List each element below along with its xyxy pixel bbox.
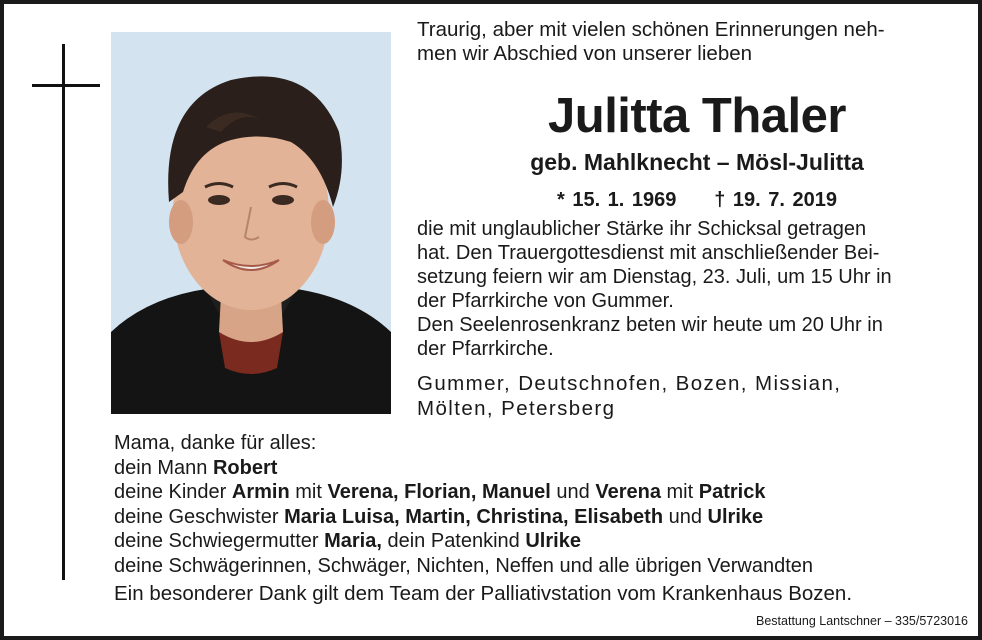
family-label: und [663,505,708,528]
cross-icon-bar [32,84,100,87]
family-label: dein Mann [114,456,213,479]
family-name: Ulrike [707,505,764,528]
birth-date: * 15. 1. 1969 [556,189,677,211]
family-name: Maria, [324,530,382,552]
family-label: deine Kinder [114,481,232,503]
family-label: deine Geschwister [114,505,285,528]
body-line: hat. Den Trauergottesdienst mit anschließender Bei- [417,242,880,264]
family-label: mit [660,481,699,503]
family-list [114,431,813,578]
intro-text [417,18,885,66]
family-name: Verena [595,481,661,503]
birth-names: geb. Mahlknecht – Mösl-Julitta [530,149,864,175]
family-label: mit [289,481,328,503]
family-name: Maria Luisa, Martin, Christina, Elisabeth [284,505,664,528]
body-line: der Pfarrkirche. [417,338,554,360]
family-label: deine Schwiegermutter [114,530,325,552]
family-opening: Mama, danke für alles: [114,432,317,454]
thanks-text: Ein besonderer Dank gilt dem Team der Palliativstation vom Krankenhaus Bozen. [114,582,853,605]
family-name: Ulrike [525,530,581,552]
family-line-mother-in-law [114,529,813,554]
cross-icon [62,44,65,580]
body-line: der Pfarrkirche von Gummer. [417,290,674,312]
family-name: Verena, Florian, Manuel [327,481,551,503]
deceased-name: Julitta Thaler [548,89,846,143]
family-line-husband [114,456,813,481]
family-name: Robert [212,456,278,479]
family-line-siblings [114,505,813,530]
body-line: setzung feiern wir am Dienstag, 23. Juli, um 15 Uhr in [417,266,892,288]
family-name: Armin [231,481,290,503]
body-line: Den Seelenrosenkranz beten wir heute um 20 Uhr in [417,314,883,336]
intro-line: men wir Abschied von unserer lieben [417,42,753,65]
portrait-photo [111,32,391,414]
intro-line: Traurig, aber mit vielen schönen Erinnerungen neh- [417,18,885,41]
life-dates [417,189,977,212]
obituary-card [4,4,978,636]
places-line: Gummer, Deutschnofen, Bozen, Missian, [417,372,842,395]
family-label: dein Patenkind [381,530,526,552]
family-name: Patrick [698,481,766,503]
places-text [417,371,841,421]
death-date: † 19. 7. 2019 [714,189,837,211]
places-line: Mölten, Petersberg [417,397,616,420]
family-line-children [114,480,813,505]
body-line: die mit unglaublicher Stärke ihr Schicksal getragen [417,218,867,240]
family-line-others: deine Schwägerinnen, Schwäger, Nichten, Neffen und alle übrigen Verwandten [114,554,813,577]
funeral-home-footer: Bestattung Lantschner – 335/5723016 [756,614,968,628]
family-label: und [550,481,596,503]
service-text [417,217,892,361]
